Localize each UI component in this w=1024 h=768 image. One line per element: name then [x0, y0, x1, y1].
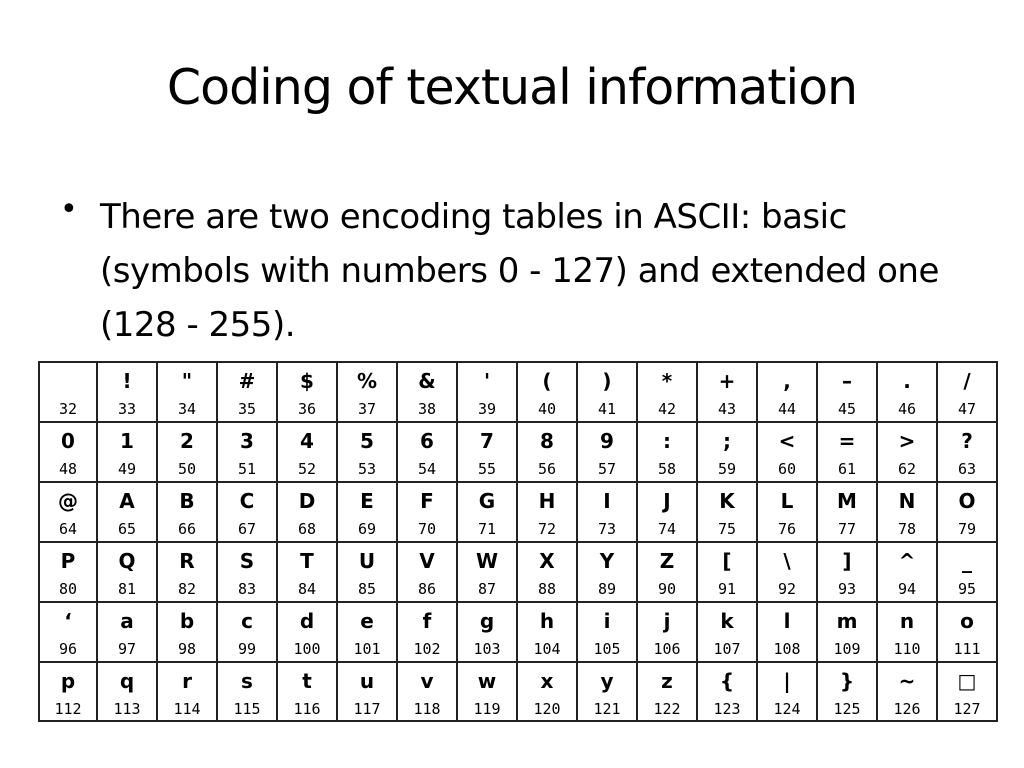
- bullet-text: There are two encoding tables in ASCII: basic (symbols with numbers 0 - 127) and extended one (128 - 255).: [100, 197, 939, 345]
- ascii-glyph: C: [239, 489, 255, 513]
- ascii-glyph: I: [603, 489, 611, 513]
- ascii-code-number: 81: [117, 580, 137, 598]
- ascii-glyph: P: [60, 549, 76, 573]
- ascii-table-cell: [157, 542, 217, 602]
- ascii-code-number: 36: [297, 400, 317, 418]
- ascii-table-cell: [517, 422, 577, 482]
- ascii-glyph: \: [783, 549, 791, 573]
- ascii-glyph: c: [241, 609, 253, 633]
- ascii-code-number: 87: [477, 580, 497, 598]
- ascii-glyph: 6: [420, 429, 434, 453]
- ascii-code-number: 73: [597, 520, 617, 538]
- ascii-code-number: 54: [417, 460, 437, 478]
- ascii-code-number: 37: [357, 400, 377, 418]
- ascii-code-number: 42: [657, 400, 677, 418]
- ascii-glyph: 9: [600, 429, 614, 453]
- ascii-code-number: 104: [533, 640, 561, 658]
- ascii-table-body: [39, 362, 997, 721]
- ascii-code-number: 89: [597, 580, 617, 598]
- ascii-code-number: 71: [477, 520, 497, 538]
- ascii-glyph: (: [542, 369, 552, 393]
- ascii-table-cell: [39, 422, 97, 482]
- ascii-table-cell: [97, 482, 157, 542]
- ascii-table-cell: [517, 662, 577, 721]
- ascii-table-cell: [277, 602, 337, 662]
- ascii-glyph: n: [899, 609, 915, 633]
- ascii-code-number: 94: [897, 580, 917, 598]
- ascii-table-cell: [457, 482, 517, 542]
- ascii-table-cell: [757, 422, 817, 482]
- ascii-glyph: v: [420, 669, 434, 693]
- ascii-glyph: b: [179, 609, 195, 633]
- ascii-table-cell: [277, 542, 337, 602]
- ascii-code-number: 57: [597, 460, 617, 478]
- ascii-table-cell: [337, 422, 397, 482]
- ascii-table-cell: [697, 662, 757, 721]
- ascii-table-cell: [817, 482, 877, 542]
- ascii-table-cell: [817, 542, 877, 602]
- ascii-code-number: 102: [413, 640, 441, 658]
- ascii-code-number: 118: [413, 700, 441, 718]
- ascii-code-number: 82: [177, 580, 197, 598]
- ascii-glyph: =: [838, 429, 856, 453]
- ascii-glyph: R: [179, 549, 195, 573]
- ascii-glyph: G: [478, 489, 496, 513]
- ascii-glyph: V: [419, 549, 435, 573]
- ascii-code-number: 50: [177, 460, 197, 478]
- ascii-table-cell: [637, 542, 697, 602]
- ascii-glyph: H: [538, 489, 556, 513]
- ascii-table-cell: [39, 662, 97, 721]
- ascii-table-row: [39, 362, 997, 422]
- ascii-glyph: }: [839, 669, 855, 693]
- ascii-glyph: #: [238, 369, 256, 393]
- ascii-table-cell: [277, 362, 337, 422]
- ascii-code-number: 47: [957, 400, 977, 418]
- ascii-table-cell: [97, 662, 157, 721]
- ascii-glyph: 3: [240, 429, 254, 453]
- ascii-glyph: >: [898, 429, 916, 453]
- ascii-glyph: O: [958, 489, 976, 513]
- ascii-code-number: 120: [533, 700, 561, 718]
- ascii-table-cell: [277, 422, 337, 482]
- ascii-glyph: ): [602, 369, 612, 393]
- ascii-table-cell: [937, 662, 997, 721]
- ascii-glyph: f: [422, 609, 432, 633]
- ascii-code-number: 88: [537, 580, 557, 598]
- ascii-code-number: 103: [473, 640, 501, 658]
- ascii-code-number: 113: [113, 700, 141, 718]
- ascii-code-number: 114: [173, 700, 201, 718]
- ascii-table-cell: [277, 482, 337, 542]
- ascii-code-number: 92: [777, 580, 797, 598]
- ascii-glyph: j: [663, 609, 671, 633]
- ascii-code-number: 93: [837, 580, 857, 598]
- ascii-code-number: 123: [713, 700, 741, 718]
- ascii-code-number: 56: [537, 460, 557, 478]
- ascii-table-cell: [577, 362, 637, 422]
- ascii-glyph: .: [903, 369, 911, 393]
- ascii-glyph: p: [60, 669, 76, 693]
- ascii-glyph: X: [539, 549, 555, 573]
- ascii-table-cell: [637, 662, 697, 721]
- ascii-table-cell: [877, 422, 937, 482]
- ascii-code-number: 43: [717, 400, 737, 418]
- ascii-glyph: T: [300, 549, 314, 573]
- ascii-code-number: 45: [837, 400, 857, 418]
- ascii-table-cell: [337, 482, 397, 542]
- ascii-glyph: 8: [540, 429, 554, 453]
- ascii-glyph: ?: [961, 429, 973, 453]
- ascii-table-cell: [577, 482, 637, 542]
- ascii-code-number: 100: [293, 640, 321, 658]
- ascii-table-cell: [217, 602, 277, 662]
- ascii-code-number: 109: [833, 640, 861, 658]
- ascii-table-cell: [817, 662, 877, 721]
- ascii-code-number: 85: [357, 580, 377, 598]
- ascii-table-cell: [157, 422, 217, 482]
- ascii-table-cell: [457, 662, 517, 721]
- ascii-code-number: 63: [957, 460, 977, 478]
- ascii-glyph: ": [181, 369, 193, 393]
- ascii-table-cell: [397, 362, 457, 422]
- ascii-code-number: 80: [58, 580, 78, 598]
- ascii-table-cell: [97, 602, 157, 662]
- ascii-glyph: ': [483, 369, 491, 393]
- ascii-code-number: 112: [54, 700, 82, 718]
- ascii-table-cell: [397, 602, 457, 662]
- ascii-code-number: 64: [58, 520, 78, 538]
- ascii-glyph: z: [661, 669, 673, 693]
- ascii-glyph: &: [418, 369, 436, 393]
- ascii-code-number: 68: [297, 520, 317, 538]
- ascii-table-cell: [637, 482, 697, 542]
- ascii-table-cell: [157, 662, 217, 721]
- ascii-table-cell: [277, 662, 337, 721]
- ascii-code-number: 122: [653, 700, 681, 718]
- ascii-glyph: ;: [723, 429, 731, 453]
- ascii-glyph: 2: [180, 429, 194, 453]
- ascii-table-cell: [157, 482, 217, 542]
- ascii-table-cell: [697, 362, 757, 422]
- ascii-glyph: ]: [842, 549, 852, 573]
- ascii-table-cell: [457, 602, 517, 662]
- ascii-table-cell: [637, 422, 697, 482]
- ascii-code-number: 59: [717, 460, 737, 478]
- ascii-table-cell: [757, 482, 817, 542]
- ascii-code-number: 106: [653, 640, 681, 658]
- ascii-table-cell: [757, 362, 817, 422]
- ascii-code-number: 32: [58, 400, 78, 418]
- ascii-code-number: 33: [117, 400, 137, 418]
- ascii-code-number: 55: [477, 460, 497, 478]
- ascii-table-cell: [697, 482, 757, 542]
- ascii-glyph: □: [957, 669, 977, 693]
- ascii-code-number: 72: [537, 520, 557, 538]
- ascii-code-number: 46: [897, 400, 917, 418]
- ascii-table-cell: [517, 542, 577, 602]
- ascii-table-cell: [457, 422, 517, 482]
- ascii-code-number: 61: [837, 460, 857, 478]
- ascii-code-number: 62: [897, 460, 917, 478]
- ascii-glyph: l: [783, 609, 791, 633]
- ascii-glyph: @: [58, 489, 78, 513]
- ascii-table-cell: [937, 362, 997, 422]
- ascii-glyph: u: [359, 669, 375, 693]
- ascii-table-row: [39, 422, 997, 482]
- ascii-glyph: M: [837, 489, 857, 513]
- ascii-table-cell: [457, 362, 517, 422]
- ascii-table-cell: [877, 482, 937, 542]
- ascii-glyph: q: [119, 669, 135, 693]
- ascii-table-cell: [877, 602, 937, 662]
- ascii-table-cell: [757, 542, 817, 602]
- ascii-glyph: 1: [120, 429, 134, 453]
- ascii-table-cell: [97, 422, 157, 482]
- ascii-table-cell: [39, 362, 97, 422]
- ascii-code-number: 97: [117, 640, 137, 658]
- ascii-code-number: 127: [953, 700, 981, 718]
- ascii-glyph: :: [663, 429, 671, 453]
- ascii-code-number: 126: [893, 700, 921, 718]
- ascii-glyph: g: [479, 609, 495, 633]
- ascii-glyph: <: [778, 429, 796, 453]
- ascii-table-cell: [397, 542, 457, 602]
- ascii-code-number: 107: [713, 640, 741, 658]
- ascii-code-number: 124: [773, 700, 801, 718]
- ascii-table-cell: [337, 662, 397, 721]
- ascii-glyph: S: [239, 549, 255, 573]
- ascii-glyph: ,: [783, 369, 791, 393]
- ascii-table-row: [39, 662, 997, 721]
- ascii-glyph: k: [720, 609, 734, 633]
- ascii-glyph: N: [898, 489, 916, 513]
- ascii-glyph: E: [360, 489, 374, 513]
- ascii-code-number: 75: [717, 520, 737, 538]
- ascii-glyph: J: [663, 489, 671, 513]
- ascii-code-number: 67: [237, 520, 257, 538]
- ascii-code-number: 79: [957, 520, 977, 538]
- ascii-table-cell: [337, 602, 397, 662]
- ascii-glyph: F: [420, 489, 434, 513]
- ascii-code-number: 91: [717, 580, 737, 598]
- ascii-glyph: o: [960, 609, 974, 633]
- ascii-code-number: 77: [837, 520, 857, 538]
- ascii-code-number: 38: [417, 400, 437, 418]
- ascii-code-number: 49: [117, 460, 137, 478]
- ascii-code-number: 69: [357, 520, 377, 538]
- ascii-code-number: 84: [297, 580, 317, 598]
- ascii-code-number: 95: [957, 580, 977, 598]
- ascii-code-number: 125: [833, 700, 861, 718]
- ascii-glyph: ~: [898, 669, 916, 693]
- ascii-glyph: h: [539, 609, 555, 633]
- ascii-table-cell: [517, 482, 577, 542]
- ascii-table-cell: [97, 362, 157, 422]
- ascii-table-cell: [577, 662, 637, 721]
- ascii-glyph: i: [603, 609, 611, 633]
- ascii-code-number: 40: [537, 400, 557, 418]
- ascii-glyph: W: [475, 549, 499, 573]
- ascii-table-cell: [577, 422, 637, 482]
- ascii-glyph: e: [360, 609, 374, 633]
- ascii-code-number: 105: [593, 640, 621, 658]
- ascii-glyph: U: [358, 549, 376, 573]
- ascii-glyph: +: [718, 369, 736, 393]
- ascii-table-cell: [817, 362, 877, 422]
- ascii-table-cell: [517, 362, 577, 422]
- ascii-table-cell: [637, 362, 697, 422]
- ascii-code-number: 86: [417, 580, 437, 598]
- ascii-code-number: 70: [417, 520, 437, 538]
- ascii-table-cell: [39, 602, 97, 662]
- ascii-code-number: 34: [177, 400, 197, 418]
- ascii-glyph: Y: [599, 549, 615, 573]
- ascii-code-number: 83: [237, 580, 257, 598]
- ascii-code-number: 60: [777, 460, 797, 478]
- ascii-code-number: 115: [233, 700, 261, 718]
- ascii-code-number: 98: [177, 640, 197, 658]
- ascii-glyph: %: [356, 369, 378, 393]
- ascii-code-number: 52: [297, 460, 317, 478]
- ascii-code-number: 108: [773, 640, 801, 658]
- ascii-code-number: 117: [353, 700, 381, 718]
- ascii-glyph: w: [477, 669, 497, 693]
- ascii-table-row: [39, 602, 997, 662]
- ascii-code-table: [38, 361, 998, 722]
- ascii-code-number: 78: [897, 520, 917, 538]
- ascii-glyph: 5: [360, 429, 374, 453]
- ascii-code-number: 101: [353, 640, 381, 658]
- ascii-glyph: A: [119, 489, 135, 513]
- ascii-table-cell: [697, 542, 757, 602]
- ascii-table-cell: [517, 602, 577, 662]
- ascii-code-number: 48: [58, 460, 78, 478]
- ascii-glyph: –: [842, 369, 852, 393]
- ascii-table-cell: [397, 662, 457, 721]
- bullet-dot-icon: •: [60, 192, 78, 227]
- ascii-glyph: t: [302, 669, 312, 693]
- ascii-table-cell: [39, 482, 97, 542]
- ascii-glyph: m: [836, 609, 858, 633]
- ascii-table-cell: [157, 362, 217, 422]
- ascii-table-cell: [217, 542, 277, 602]
- ascii-table-cell: [757, 662, 817, 721]
- ascii-code-number: 111: [953, 640, 981, 658]
- ascii-glyph: {: [719, 669, 735, 693]
- ascii-code-number: 116: [293, 700, 321, 718]
- ascii-table-cell: [577, 602, 637, 662]
- ascii-glyph: _: [962, 549, 972, 573]
- ascii-table-cell: [757, 602, 817, 662]
- ascii-code-number: 44: [777, 400, 797, 418]
- ascii-table-cell: [39, 542, 97, 602]
- ascii-table-row: [39, 542, 997, 602]
- ascii-glyph: 7: [480, 429, 494, 453]
- ascii-table-cell: [457, 542, 517, 602]
- ascii-table-cell: [217, 362, 277, 422]
- ascii-code-number: 66: [177, 520, 197, 538]
- ascii-glyph: [: [722, 549, 732, 573]
- ascii-code-number: 51: [237, 460, 257, 478]
- ascii-glyph: s: [241, 669, 253, 693]
- ascii-table-cell: [697, 422, 757, 482]
- ascii-code-number: 119: [473, 700, 501, 718]
- ascii-glyph: !: [122, 369, 132, 393]
- ascii-glyph: L: [780, 489, 794, 513]
- ascii-table-cell: [937, 422, 997, 482]
- ascii-table-cell: [817, 602, 877, 662]
- ascii-code-number: 53: [357, 460, 377, 478]
- ascii-glyph: 0: [61, 429, 75, 453]
- ascii-table-cell: [337, 362, 397, 422]
- ascii-code-number: 65: [117, 520, 137, 538]
- ascii-table-cell: [397, 482, 457, 542]
- ascii-table-cell: [937, 542, 997, 602]
- ascii-table-cell: [397, 422, 457, 482]
- ascii-table-row: [39, 482, 997, 542]
- ascii-glyph: ^: [898, 549, 916, 573]
- ascii-table-cell: [337, 542, 397, 602]
- ascii-code-number: 96: [58, 640, 78, 658]
- ascii-code-number: 41: [597, 400, 617, 418]
- ascii-table-cell: [157, 602, 217, 662]
- ascii-glyph: ‘: [64, 609, 72, 633]
- ascii-glyph: $: [300, 369, 314, 393]
- ascii-table-cell: [97, 542, 157, 602]
- ascii-glyph: K: [719, 489, 735, 513]
- ascii-glyph: 4: [300, 429, 314, 453]
- ascii-glyph: D: [298, 489, 316, 513]
- ascii-table-cell: [817, 422, 877, 482]
- ascii-table-cell: [697, 602, 757, 662]
- ascii-glyph: a: [120, 609, 134, 633]
- ascii-glyph: *: [661, 369, 673, 393]
- ascii-glyph: /: [963, 369, 971, 393]
- ascii-glyph: |: [783, 669, 791, 693]
- ascii-table-cell: [217, 482, 277, 542]
- ascii-glyph: y: [600, 669, 614, 693]
- ascii-glyph: [40, 366, 96, 396]
- ascii-glyph: r: [182, 669, 192, 693]
- ascii-code-number: 121: [593, 700, 621, 718]
- ascii-glyph: x: [540, 669, 554, 693]
- ascii-code-number: 74: [657, 520, 677, 538]
- ascii-code-number: 39: [477, 400, 497, 418]
- ascii-glyph: Z: [659, 549, 675, 573]
- ascii-table-cell: [637, 602, 697, 662]
- ascii-code-number: 90: [657, 580, 677, 598]
- ascii-table-cell: [877, 662, 937, 721]
- ascii-table-cell: [877, 362, 937, 422]
- ascii-glyph: Q: [118, 549, 136, 573]
- slide-title: Coding of textual information: [166, 59, 858, 116]
- ascii-table-cell: [937, 602, 997, 662]
- ascii-table-cell: [877, 542, 937, 602]
- ascii-table-cell: [217, 662, 277, 721]
- ascii-glyph: B: [179, 489, 195, 513]
- ascii-code-number: 110: [893, 640, 921, 658]
- ascii-code-number: 58: [657, 460, 677, 478]
- ascii-glyph: d: [299, 609, 315, 633]
- ascii-table-cell: [577, 542, 637, 602]
- ascii-table-cell: [217, 422, 277, 482]
- ascii-code-number: 35: [237, 400, 257, 418]
- ascii-code-number: 99: [237, 640, 257, 658]
- ascii-table-cell: [937, 482, 997, 542]
- ascii-code-number: 76: [777, 520, 797, 538]
